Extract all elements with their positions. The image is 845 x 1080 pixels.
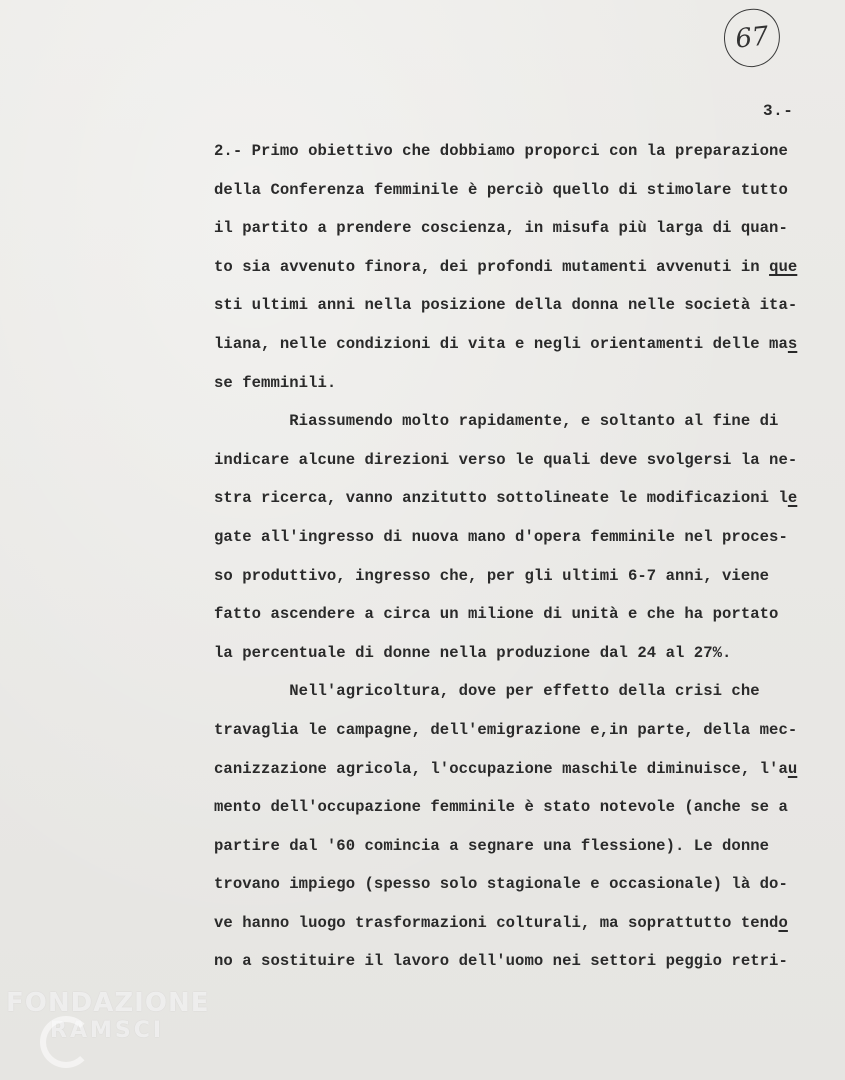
- text-line: il partito a prendere coscienza, in misufa più larga di quan-: [214, 219, 788, 238]
- text-line: ve hanno luogo trasformazioni colturali, ma soprattutto tendo: [214, 913, 788, 932]
- fondazione-gramsci-watermark: [6, 990, 216, 1042]
- typewritten-body: [214, 140, 834, 989]
- watermark-line-2: RAMSCI: [50, 1018, 165, 1043]
- text-line: mento dell'occupazione femminile è stato notevole (anche se a: [214, 798, 788, 817]
- text-line: 2.- Primo obiettivo che dobbiamo proporci con la preparazione: [214, 142, 788, 160]
- text-line: la percentuale di donne nella produzione dal 24 al 27%.: [214, 643, 732, 662]
- text-line: liana, nelle condizioni di vita e negli orientamenti delle mas: [214, 334, 798, 353]
- text-line: travaglia le campagne, dell'emigrazione e,in parte, della mec-: [214, 720, 798, 739]
- text-line: Riassumendo molto rapidamente, e soltanto al fine di: [214, 412, 779, 431]
- text-line: canizzazione agricola, l'occupazione maschile diminuisce, l'au: [214, 759, 798, 778]
- archive-number-stamp: [721, 6, 783, 70]
- text-line: no a sostituire il lavoro dell'uomo nei settori peggio retri-: [214, 952, 788, 971]
- archive-number: 67: [733, 21, 771, 55]
- text-line: gate all'ingresso di nuova mano d'opera femminile nel proces-: [214, 527, 788, 546]
- text-line: to sia avvenuto finora, dei profondi mutamenti avvenuti in que: [214, 257, 798, 276]
- text-line: stra ricerca, vanno anzitutto sottolineate le modificazioni le: [214, 489, 798, 508]
- text-line: indicare alcune direzioni verso le quali deve svolgersi la ne-: [214, 450, 798, 469]
- watermark-line-1: FONDAZIONE: [6, 988, 210, 1018]
- gramsci-g-logo-icon: [40, 1016, 92, 1068]
- text-line: trovano impiego (spesso solo stagionale e occasionale) là do-: [214, 875, 788, 894]
- text-line: Nell'agricoltura, dove per effetto della crisi che: [214, 682, 760, 701]
- text-line: della Conferenza femminile è perciò quello di stimolare tutto: [214, 180, 788, 199]
- text-line: sti ultimi anni nella posizione della donna nelle società ita-: [214, 296, 798, 315]
- text-line: so produttivo, ingresso che, per gli ultimi 6-7 anni, viene: [214, 566, 770, 585]
- text-line: partire dal '60 comincia a segnare una flessione). Le donne: [214, 836, 770, 855]
- text-line: fatto ascendere a circa un milione di unità e che ha portato: [214, 605, 779, 624]
- text-line: se femminili.: [214, 373, 337, 392]
- page-number: 3.-: [763, 102, 794, 120]
